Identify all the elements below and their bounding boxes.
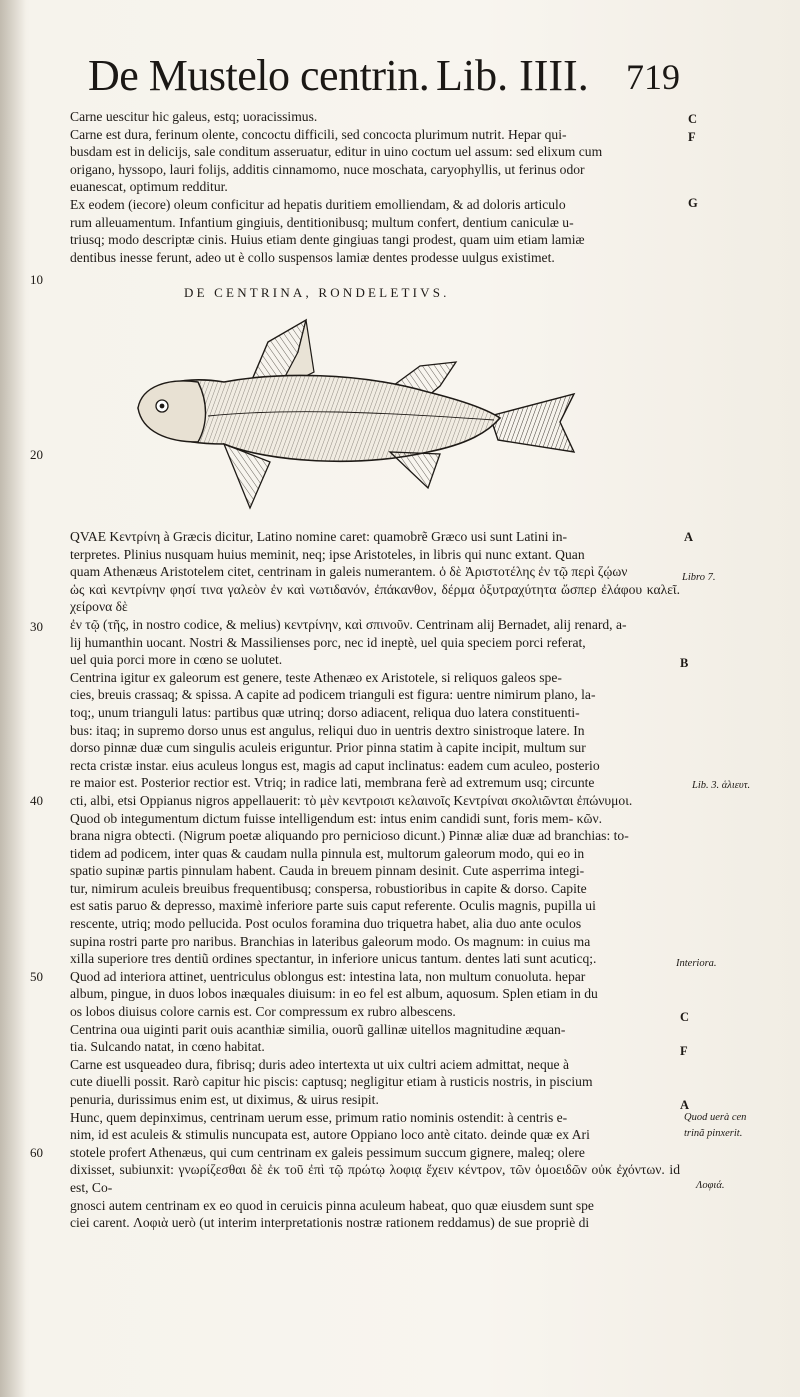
- text-line: rescente, utriq; modo pellucida. Post oculos foramina duo triquetra habet, alia duo ante oculos: [70, 916, 582, 932]
- page-gutter-shadow: [0, 0, 26, 1397]
- margin-letter: C: [688, 112, 698, 126]
- margin-letter: G: [688, 196, 698, 210]
- text-line: origano, hyssopo, lauri folijs, additis cinnamomo, nuce moschata, caryophyllis, ut ferinus odor: [70, 161, 585, 177]
- line-number: 50: [30, 969, 43, 984]
- text-line: Centrina oua uiginti parit ouis acanthiæ similia, ouorũ gallinæ uitellos magnitudine æquan-: [70, 1021, 566, 1037]
- line-number: 10: [30, 272, 43, 287]
- text-line: busdam est in delicijs, sale conditum asseruatur, editur in uino coctum uel assum: sed elixum cum: [70, 144, 603, 160]
- text-line: Quod ob integumentum dictum fuisse intelligendum est: intus enim candidi sunt, foris mem- κῶν.: [70, 810, 603, 826]
- main-text-block: [70, 528, 680, 1232]
- margin-note: Quod uerà cen: [684, 1112, 747, 1123]
- line-number: 30: [30, 619, 43, 634]
- text-line: dorso pinnæ duæ cum singulis aculeis eriguntur. Prior pinna statim à capite incipit, multum sur: [70, 740, 586, 756]
- text-line: cti, albi, etsi Oppianus nigros appellauerit: τὸ μὲν κεντροισι κελαινοῖς Κεντρίναι σκολιῶνται ἐπώνυμοι.: [70, 792, 633, 808]
- margin-note: Interiora.: [676, 958, 717, 969]
- text-line: ἐν τῷ (τῆς, in nostro codice, & melius) κεντρίνην, καὶ σπινοῦν. Centrinam alij Bernadet, alij renard, a-: [70, 616, 627, 632]
- line-number: 40: [30, 793, 43, 808]
- page-number: 719: [626, 57, 680, 97]
- text-line: album, pingue, in duos lobos inæquales diuisum: in eo fel est album, aquosum. Splen etiam in du: [70, 986, 598, 1002]
- text-line: ciei carent. Λοφιὰ uerò (ut interim interpretationis nostræ rationem reddamus) de sue propriè di: [70, 1215, 590, 1231]
- top-text-block: [70, 108, 680, 266]
- text-line: ὡς καὶ κεντρίνην φησί τινα γαλεὸν ἐν καὶ νωτιδανόν, ἐπάκανθον, δέρμα ὀξυτραχύτητα ὥσπερ ἐλάφου καλεῖ. χείρονα δὲ: [70, 581, 680, 615]
- fish-woodcut-icon: [128, 312, 576, 518]
- line-number: 60: [30, 1145, 43, 1160]
- text-line: bus: itaq; in supremo dorso unus est angulus, reliqui duo in uentris dextro sinistroque latere. In: [70, 722, 585, 738]
- text-line: Quod ad interiora attinet, uentriculus oblongus est: intestina lata, non multum conuoluta. hepar: [70, 968, 586, 984]
- margin-letter: C: [680, 1010, 690, 1024]
- margin-letter: F: [680, 1044, 688, 1058]
- margin-note: Λοφιά.: [696, 1180, 725, 1191]
- text-line: Centrina igitur ex galeorum est genere, teste Athenæo ex Aristotele, si reliquos galeos spe-: [70, 669, 562, 685]
- text-line: nim, id est aculeis & stimulis nuncupata est, autore Oppiano loco antè citato. deinde quæ ex Ari: [70, 1127, 590, 1143]
- text-line: QVAE Κεντρίνη à Græcis dicitur, Latino nomine caret: quamobrẽ Græco usi sunt Latini in-: [70, 529, 568, 544]
- text-line: lij humanthin uocant. Nostri & Massilienses porc, nec id ineptè, uel quia speciem porci referat,: [70, 634, 586, 650]
- text-line: terpretes. Plinius nusquam huius meminit, neq; ipse Aristoteles, in libris qui nunc extant. Quan: [70, 546, 585, 562]
- text-line: Ex eodem (iecore) oleum conficitur ad hepatis duritiem emolliendam, & ad doloris articulo: [70, 196, 566, 212]
- margin-note: Lib. 3. ἁλιευτ.: [692, 780, 751, 791]
- text-line: tia. Sulcando natat, in cœno habitat.: [70, 1039, 265, 1055]
- margin-letter: A: [684, 530, 694, 544]
- margin-note: Libro 7.: [682, 572, 716, 583]
- header-title: De Mustelo centrin.: [88, 51, 430, 100]
- text-line: supina rostri parte pro naribus. Branchias in lateribus galeorum modo. Os magnum: in cuius ma: [70, 933, 591, 949]
- text-line: rum alleuamentum. Infantium gingiuis, dentitionibusq; multum confert, dentium caniculæ u-: [70, 214, 574, 230]
- text-line: quam Athenæus Aristotelem citet, centrinam in galeis numerantem. ὁ δὲ Ἀριστοτέλης ἐν τῷ περὶ ζῴων: [70, 564, 628, 580]
- text-line: uel quia porci more in cœno se uolutet.: [70, 652, 283, 668]
- text-line: Carne est usqueadeo dura, fibrisq; duris adeo intertexta ut uix cultri aciem admittat, neque à: [70, 1056, 570, 1072]
- text-line: cies, breuis crassaq; & spissa. A capite ad podicem trianguli est figura: uentre nimirum plano, la-: [70, 687, 596, 703]
- text-line: tidem ad podicem, inter quas & caudam nulla pinnula est, multorum galeorum modo, qui eo in: [70, 845, 585, 861]
- margin-note: trinã pinxerit.: [684, 1128, 743, 1139]
- running-header: [88, 50, 688, 106]
- line-number: 20: [30, 447, 43, 462]
- margin-letter: F: [688, 130, 696, 144]
- text-line: xilla superiore tres dentiũ ordines spectantur, in inferiore unicus tantum. dentes lati sunt acuticq;.: [70, 951, 597, 967]
- text-line: re maior est. Posterior rectior est. Vtriq; in radice lati, membrana ferè ad extremum usq; circunte: [70, 775, 595, 791]
- text-line: gnosci autem centrinam ex eo quod in ceruicis pinna aculeum habeat, quo quæ eiusdem sunt spe: [70, 1197, 594, 1213]
- header-book: Lib. IIII.: [436, 51, 589, 100]
- text-line: euanescat, optimum redditur.: [70, 179, 228, 195]
- text-line: dentibus inesse ferunt, adeo ut è collo suspensos lamiæ dentes prodesse uulgus existimet.: [70, 249, 555, 265]
- section-title: DE CENTRINA, RONDELETIVS.: [184, 285, 450, 300]
- text-line: brana nigra obtecti. (Nigrum poetæ aliquando pro pernicioso dicunt.) Pinnæ aliæ duæ ad branchias: to-: [70, 828, 629, 844]
- text-line: penuria, durissimus enim est, ut diximus, & uirus resipit.: [70, 1092, 379, 1107]
- text-line: Carne est dura, ferinum olente, concoctu difficili, sed concocta plurimum nutrit. Hepar qui-: [70, 126, 567, 142]
- text-line: dixisset, subiunxit: γνωρίζεσθαι δὲ ἐκ τοῦ ἐπὶ τῷ πρώτῳ λοφιᾳ ἔχειν κέντρον, τῶν ὁμοειδῶν οὐκ ἐχόντων. id est, Co-: [70, 1162, 680, 1195]
- text-line: stotele profert Athenæus, qui cum centrinam ex galeis pessimum succum gignere, maleq; olere: [70, 1144, 585, 1160]
- text-line: tur, nimirum aculeis breuibus frequentibusq; conspersa, robustioribus in capite & dorso. Capite: [70, 880, 587, 896]
- text-line: triusq; modo descriptæ cinis. Huius etiam dente gingiuas tangi prodest, quam uim etiam lamiæ: [70, 232, 585, 248]
- text-line: Carne uescitur hic galeus, estq; uoracissimus.: [70, 109, 318, 124]
- text-line: Hunc, quem depinximus, centrinam uerum esse, primum ratio nominis ostendit: à centris e-: [70, 1109, 568, 1125]
- text-line: est satis paruo & depresso, maximè inferiore parte suis caput referente. Oculis magnis, pupilla ui: [70, 898, 596, 914]
- text-line: toq;, unum trianguli latus: partibus quæ utrinq; dorso adiacent, reliqua duo latera constituenti-: [70, 704, 580, 720]
- margin-letter: A: [680, 1098, 690, 1112]
- text-line: os lobos diuisus colore carnis est. Cor compressum ex rubro albescens.: [70, 1004, 456, 1020]
- text-line: spatio supinæ partis pinnulam habent. Cauda in breuem pinnam desinit. Cute asperrima integi-: [70, 863, 585, 879]
- margin-letter: B: [680, 656, 689, 670]
- text-line: recta cristæ instar. eius aculeus longus est, magis ad caput inclinatus: eadem cum aculeo, posterio: [70, 757, 600, 773]
- text-line: cute diuelli possit. Rarò capitur hic piscis: captusq; negligitur etiam à rusticis nostris, in piscium: [70, 1074, 593, 1090]
